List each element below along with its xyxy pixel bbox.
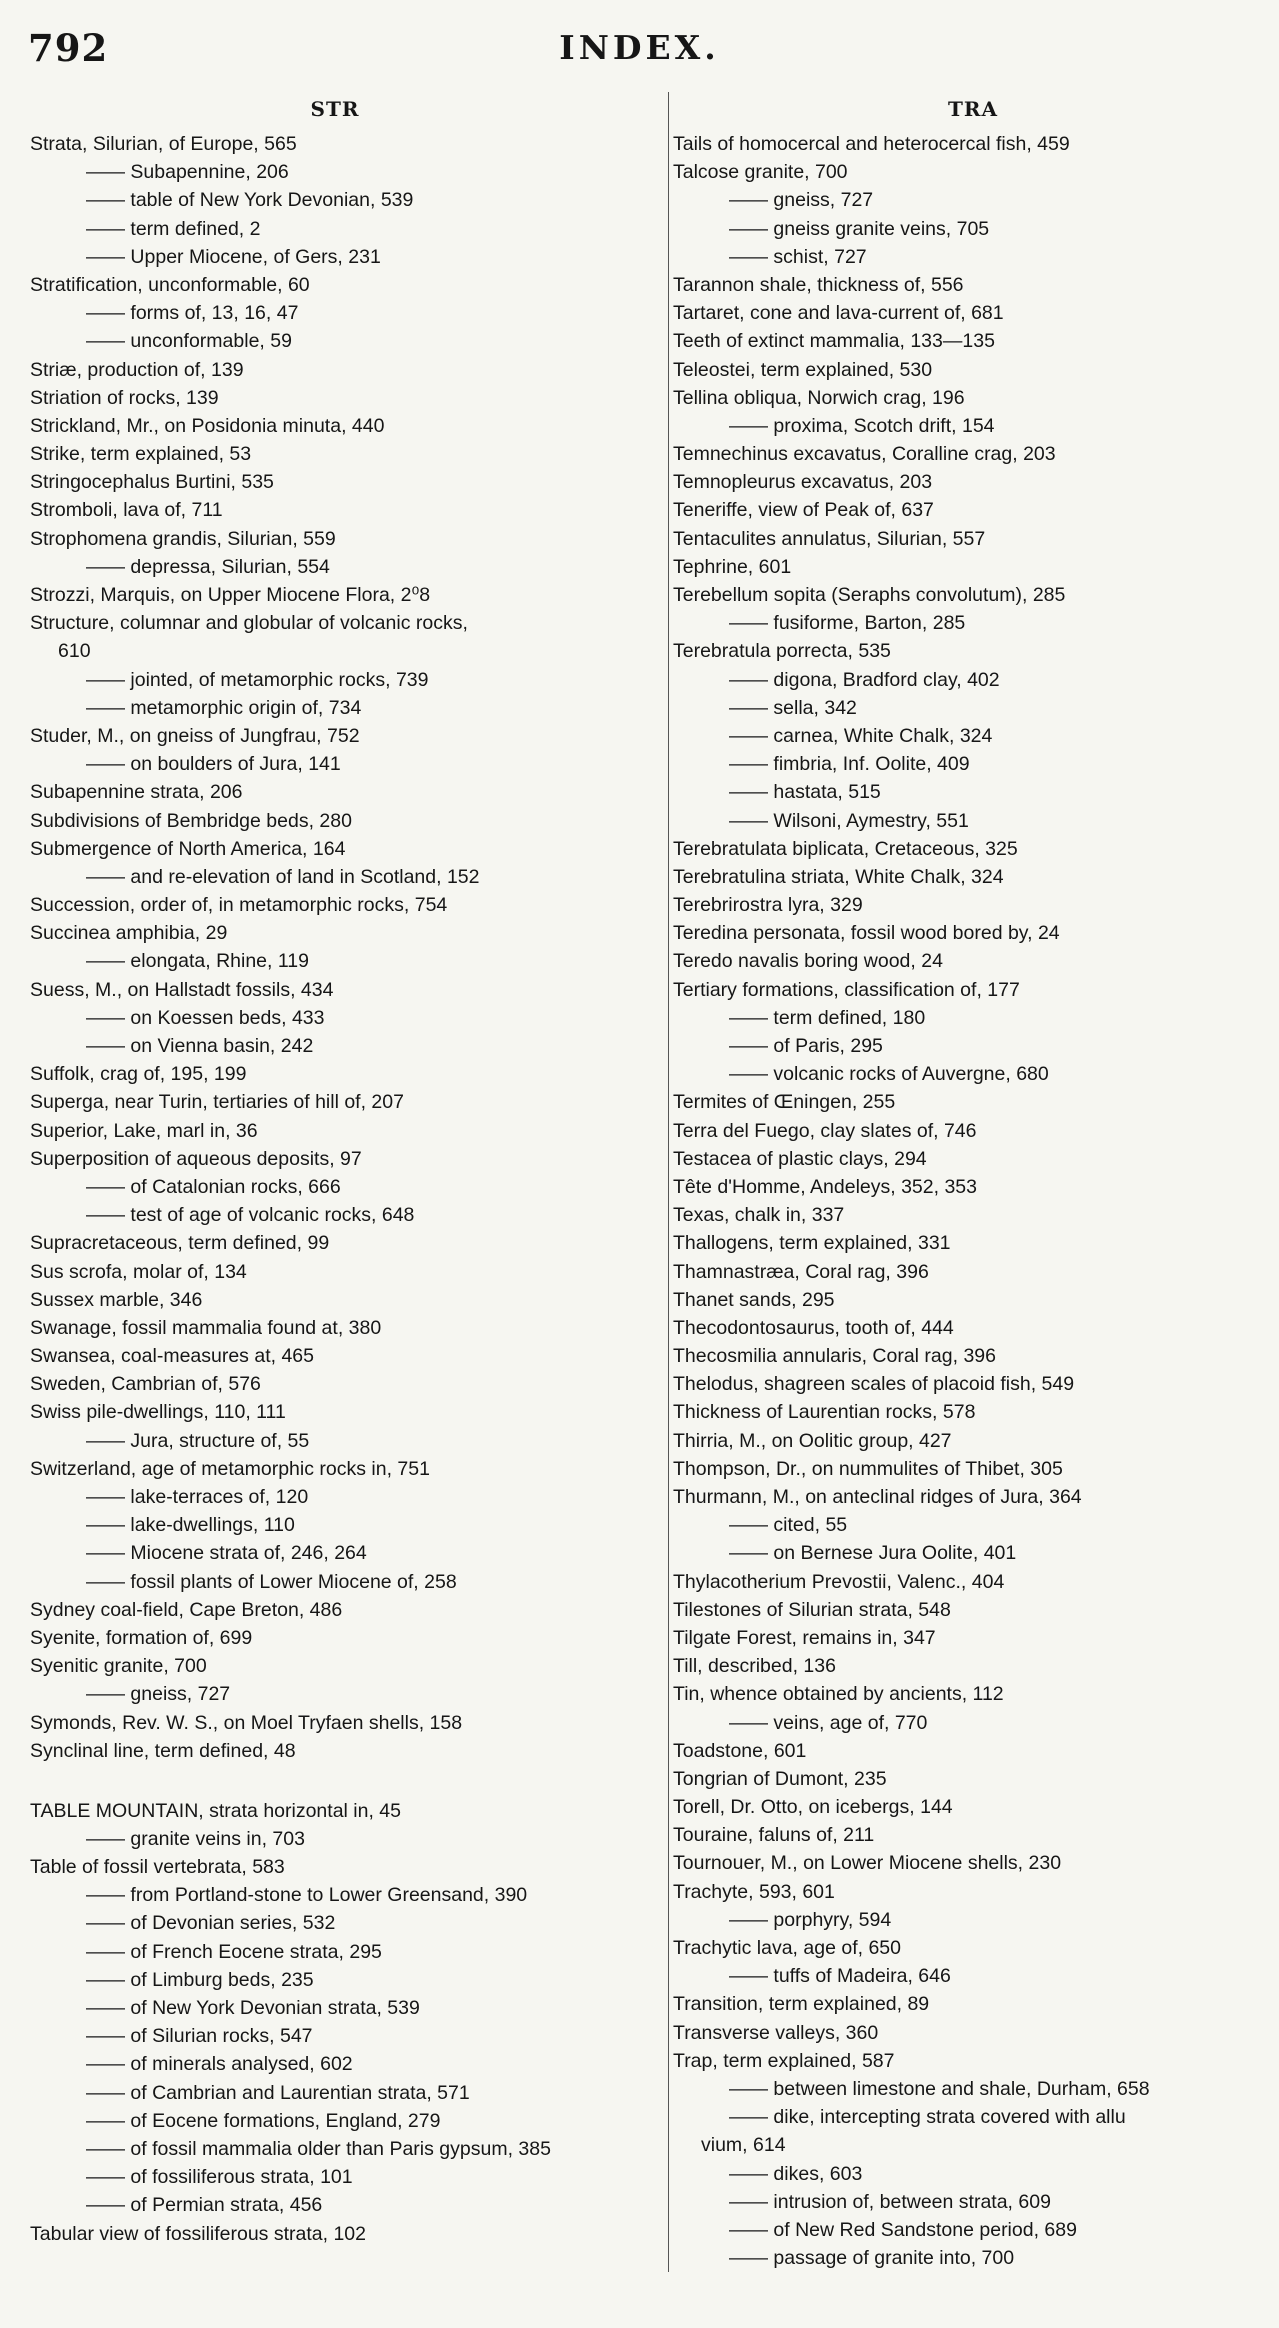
index-entry: —— of fossiliferous strata, 101 [86, 2166, 353, 2189]
right-column [668, 92, 1273, 2272]
index-entry: Stratification, unconformable, 60 [30, 273, 310, 296]
index-entry: —— Miocene strata of, 246, 264 [86, 1542, 367, 1565]
index-entry: —— lake-terraces of, 120 [86, 1486, 309, 1508]
index-entry: Suffolk, crag of, 195, 199 [30, 1063, 247, 1086]
index-entry: Studer, M., on gneiss of Jungfrau, 752 [30, 724, 360, 747]
index-entry: Tin, whence obtained by ancients, 112 [673, 1683, 1004, 1706]
index-entry: Testacea of plastic clays, 294 [673, 1147, 927, 1170]
index-entry: —— proxima, Scotch drift, 154 [729, 414, 995, 437]
index-entry: Tentaculites annulatus, Silurian, 557 [673, 527, 986, 550]
index-entry: Tilgate Forest, remains in, 347 [673, 1626, 936, 1649]
index-entry: Tabular view of fossiliferous strata, 102 [30, 2222, 366, 2245]
index-entry: Sus scrofa, molar of, 134 [30, 1260, 247, 1283]
index-entry: —— on Bernese Jura Oolite, 401 [729, 1542, 1017, 1565]
index-entry: Teleostei, term explained, 530 [673, 358, 933, 381]
index-entry: —— between limestone and shale, Durham, 658 [729, 2077, 1150, 2100]
index-entry: —— of minerals analysed, 602 [86, 2053, 353, 2076]
index-entry: Teeth of extinct mammalia, 133—135 [673, 330, 995, 353]
index-entry: Symonds, Rev. W. S., on Moel Tryfaen shells, 158 [30, 1711, 463, 1734]
index-entry: Tertiary formations, classification of, 177 [673, 978, 1020, 1001]
index-entry: —— of New Red Sandstone period, 689 [729, 2218, 1077, 2241]
index-entry: —— of Cambrian and Laurentian strata, 571 [86, 2081, 470, 2104]
index-entry: Till, described, 136 [673, 1655, 836, 1678]
index-entry: —— forms of, 13, 16, 47 [86, 302, 299, 325]
index-entry: Superposition of aqueous deposits, 97 [30, 1147, 362, 1170]
index-entry: —— test of age of volcanic rocks, 648 [86, 1204, 415, 1227]
index-entry: Tournouer, M., on Lower Miocene shells, 230 [673, 1852, 1062, 1875]
index-entry: —— term defined, 180 [729, 1006, 926, 1029]
index-entry: Teneriffe, view of Peak of, 637 [673, 499, 934, 522]
left-column [30, 92, 640, 2248]
index-entry: Swanage, fossil mammalia found at, 380 [30, 1316, 382, 1339]
index-entry: Submergence of North America, 164 [30, 837, 346, 860]
index-entry: Touraine, faluns of, 211 [673, 1824, 875, 1847]
index-entry: Structure, columnar and globular of volcanic rocks, [30, 612, 468, 635]
index-entry: Superga, near Turin, tertiaries of hill of, 207 [30, 1091, 404, 1114]
index-entry: Terebratulina striata, White Chalk, 324 [673, 865, 1004, 888]
index-entry: Thallogens, term explained, 331 [673, 1232, 951, 1255]
index-entry: Syenite, formation of, 699 [30, 1626, 253, 1649]
index-entry: Terebratula porrecta, 535 [673, 640, 891, 663]
index-entry: Toadstone, 601 [673, 1739, 807, 1762]
index-entry: —— term defined, 2 [86, 217, 261, 240]
index-entry: Subdivisions of Bembridge beds, 280 [30, 809, 352, 832]
index-entry: —— on Koessen beds, 433 [86, 1006, 325, 1029]
left-entry-list [30, 130, 640, 2248]
index-entry: Terebratulata biplicata, Cretaceous, 325 [673, 837, 1018, 860]
index-entry: —— elongata, Rhine, 119 [86, 950, 309, 973]
index-entry: Synclinal line, term defined, 48 [30, 1739, 296, 1762]
index-entry: Table of fossil vertebrata, 583 [30, 1856, 285, 1879]
index-entry: Torell, Dr. Otto, on icebergs, 144 [673, 1796, 953, 1819]
index-entry: Strozzi, Marquis, on Upper Miocene Flora, 2⁰8 [30, 584, 431, 606]
index-entry: Suess, M., on Hallstadt fossils, 434 [30, 978, 334, 1001]
index-entry: —— carnea, White Chalk, 324 [729, 724, 993, 747]
index-entry: Sweden, Cambrian of, 576 [30, 1373, 261, 1396]
index-entry: —— depressa, Silurian, 554 [86, 555, 330, 578]
index-entry: Subapennine strata, 206 [30, 781, 243, 804]
index-entry: —— gneiss, 727 [729, 189, 874, 212]
index-entry: —— from Portland-stone to Lower Greensand, 390 [86, 1884, 528, 1907]
index-entry: —— of Paris, 295 [729, 1035, 883, 1057]
index-entry: Tellina obliqua, Norwich crag, 196 [673, 386, 965, 409]
index-entry: Termites of Œningen, 255 [673, 1091, 896, 1114]
index-entry: Syenitic granite, 700 [30, 1655, 207, 1678]
index-entry: —— sella, 342 [729, 696, 857, 719]
index-entry: Tarannon shale, thickness of, 556 [673, 273, 964, 296]
index-entry: Tilestones of Silurian strata, 548 [673, 1598, 951, 1621]
index-entry: —— on Vienna basin, 242 [86, 1035, 314, 1057]
index-entry: Swansea, coal-measures at, 465 [30, 1345, 314, 1368]
right-column-heading: TRA [947, 97, 999, 121]
index-entry: —— of French Eocene strata, 295 [86, 1940, 382, 1963]
index-entry: Strata, Silurian, of Europe, 565 [30, 133, 297, 155]
index-entry: Stromboli, lava of, 711 [30, 499, 223, 522]
index-entry: Thecodontosaurus, tooth of, 444 [673, 1316, 954, 1339]
index-entry: Strophomena grandis, Silurian, 559 [30, 527, 336, 550]
index-entry: —— jointed, of metamorphic rocks, 739 [86, 668, 429, 691]
index-entry: —— passage of granite into, 700 [729, 2247, 1015, 2270]
index-entry: Tongrian of Dumont, 235 [673, 1767, 887, 1790]
index-entry: —— of Catalonian rocks, 666 [86, 1175, 341, 1198]
index-entry: —— veins, age of, 770 [729, 1711, 928, 1734]
index-entry: —— lake-dwellings, 110 [86, 1514, 295, 1537]
index-entry: —— of New York Devonian strata, 539 [86, 1997, 420, 2019]
index-entry: Superior, Lake, marl in, 36 [30, 1119, 258, 1142]
index-entry: —— Wilsoni, Aymestry, 551 [729, 809, 969, 832]
index-entry: Stringocephalus Burtini, 535 [30, 471, 274, 494]
index-entry: Trap, term explained, 587 [673, 2049, 895, 2072]
index-entry: Terra del Fuego, clay slates of, 746 [673, 1119, 977, 1142]
index-entry: —— metamorphic origin of, 734 [86, 696, 362, 719]
index-entry: Texas, chalk in, 337 [673, 1204, 845, 1227]
index-entry: —— Upper Miocene, of Gers, 231 [86, 245, 381, 268]
index-entry: —— schist, 727 [729, 245, 867, 268]
index-entry: —— gneiss, 727 [86, 1683, 231, 1706]
index-entry: —— of Silurian rocks, 547 [86, 2025, 313, 2048]
index-entry: Sydney coal-field, Cape Breton, 486 [30, 1598, 343, 1621]
index-entry: Transverse valleys, 360 [673, 2021, 879, 2044]
index-entry: Strike, term explained, 53 [30, 443, 252, 466]
index-entry: Supracretaceous, term defined, 99 [30, 1232, 330, 1255]
page-number: 792 [28, 26, 109, 70]
index-entry: Talcose granite, 700 [673, 161, 848, 184]
index-entry: Thelodus, shagreen scales of placoid fish, 549 [673, 1373, 1075, 1396]
index-entry: TABLE MOUNTAIN, strata horizontal in, 45 [30, 1799, 401, 1822]
index-entry: —— of Eocene formations, England, 279 [86, 2109, 441, 2132]
index-entry: Thurmann, M., on anteclinal ridges of Jura, 364 [673, 1486, 1082, 1508]
index-entry: Thompson, Dr., on nummulites of Thibet, 305 [673, 1457, 1063, 1480]
index-entry: Temnechinus excavatus, Coralline crag, 203 [673, 443, 1056, 466]
index-entry: —— of Permian strata, 456 [86, 2194, 323, 2217]
index-entry: —— table of New York Devonian, 539 [86, 189, 414, 212]
index-entry: Teredina personata, fossil wood bored by, 24 [673, 922, 1060, 945]
index-entry: —— digona, Bradford clay, 402 [729, 668, 1000, 691]
right-entry-list [673, 130, 1273, 2272]
index-entry: —— granite veins in, 703 [86, 1827, 305, 1850]
index-entry: Tête d'Homme, Andeleys, 352, 353 [673, 1175, 977, 1198]
index-entry: —— Subapennine, 206 [86, 161, 289, 184]
index-entry: Sussex marble, 346 [30, 1288, 203, 1311]
index-entry: Swiss pile-dwellings, 110, 111 [30, 1401, 286, 1424]
index-entry: —— Jura, structure of, 55 [86, 1429, 310, 1452]
index-entry: Terebellum sopita (Seraphs convolutum), 285 [673, 584, 1066, 606]
index-entry: Switzerland, age of metamorphic rocks in, 751 [30, 1457, 430, 1480]
index-entry: —— fossil plants of Lower Miocene of, 258 [86, 1570, 457, 1593]
page-header [24, 26, 1255, 76]
index-entry: vium, 614 [701, 2134, 786, 2157]
index-entry: Thamnastræa, Coral rag, 396 [673, 1260, 929, 1283]
index-entry: Transition, term explained, 89 [673, 1993, 930, 2016]
index-entry: Succession, order of, in metamorphic rocks, 754 [30, 894, 448, 917]
index-entry: Tephrine, 601 [673, 555, 792, 578]
index-entry: Trachyte, 593, 601 [673, 1880, 835, 1903]
index-entry: Thickness of Laurentian rocks, 578 [673, 1401, 976, 1424]
index-entry: —— of fossil mammalia older than Paris gypsum, 385 [86, 2137, 551, 2160]
index-entry: —— dike, intercepting strata covered with allu [729, 2106, 1126, 2129]
index-entry: 610 [58, 640, 91, 663]
index-entry: Thecosmilia annularis, Coral rag, 396 [673, 1345, 996, 1368]
page-title: INDEX. [559, 28, 720, 67]
index-entry: Thirria, M., on Oolitic group, 427 [673, 1429, 952, 1452]
index-entry: Tails of homocercal and heterocercal fish, 459 [673, 133, 1070, 155]
index-entry: —— hastata, 515 [729, 781, 881, 804]
index-entry: Trachytic lava, age of, 650 [673, 1937, 901, 1959]
index-entry: Thylacotherium Prevostii, Valenc., 404 [673, 1570, 1005, 1593]
index-entry: —— tuffs of Madeira, 646 [729, 1965, 951, 1988]
index-entry: —— cited, 55 [729, 1514, 848, 1537]
index-entry: Succinea amphibia, 29 [30, 922, 228, 945]
index-entry: —— of Limburg beds, 235 [86, 1968, 314, 1991]
index-entry: Tartaret, cone and lava-current of, 681 [673, 302, 1004, 325]
index-entry: Temnopleurus excavatus, 203 [673, 471, 933, 494]
index-entry: —— gneiss granite veins, 705 [729, 217, 990, 240]
index-entry: —— volcanic rocks of Auvergne, 680 [729, 1063, 1049, 1086]
index-entry: —— fusiforme, Barton, 285 [729, 612, 966, 635]
index-entry: Thanet sands, 295 [673, 1288, 835, 1311]
index-entry: Striation of rocks, 139 [30, 386, 219, 409]
index-entry: Striæ, production of, 139 [30, 358, 244, 381]
index-entry: Strickland, Mr., on Posidonia minuta, 440 [30, 414, 385, 437]
index-entry: Teredo navalis boring wood, 24 [673, 950, 943, 973]
index-entry: —— porphyry, 594 [729, 1908, 892, 1931]
index-entry: —— fimbria, Inf. Oolite, 409 [729, 753, 970, 776]
left-column-heading: STR [310, 97, 360, 121]
index-entry: —— intrusion of, between strata, 609 [729, 2190, 1051, 2213]
index-entry: Terebrirostra lyra, 329 [673, 894, 863, 917]
index-entry: —— dikes, 603 [729, 2162, 863, 2185]
index-entry: —— and re-elevation of land in Scotland, 152 [86, 865, 480, 888]
index-entry: —— of Devonian series, 532 [86, 1912, 336, 1935]
index-entry: —— on boulders of Jura, 141 [86, 753, 341, 776]
index-entry: —— unconformable, 59 [86, 330, 292, 353]
